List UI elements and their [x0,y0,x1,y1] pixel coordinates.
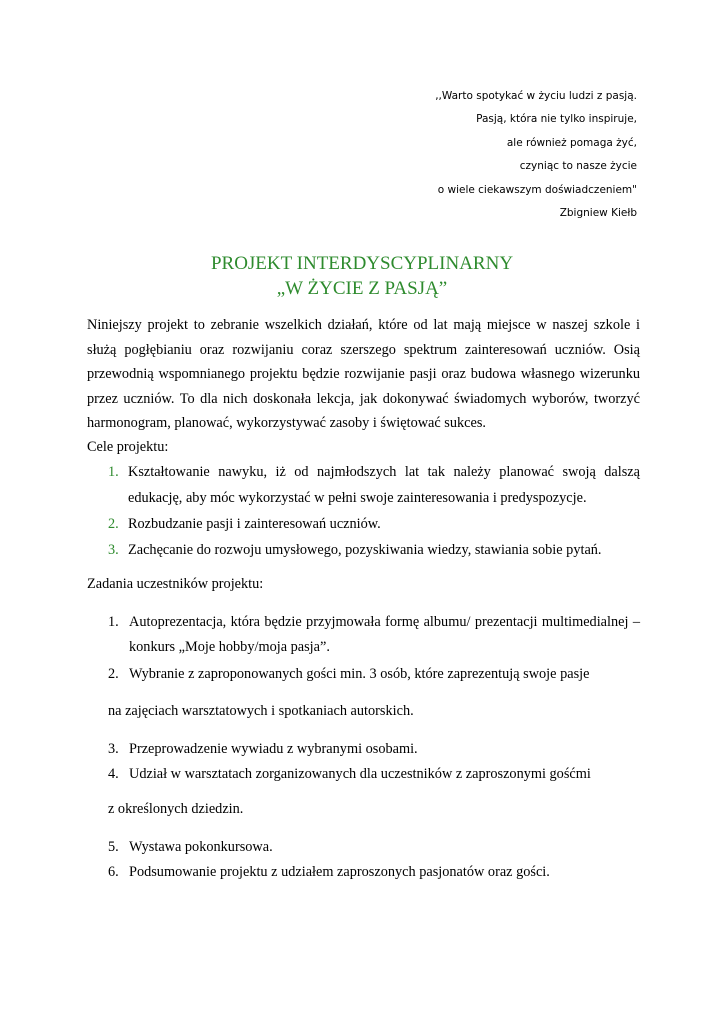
document-title [0,251,724,301]
task-item [108,610,640,660]
task-continuation: z określonych dziedzin. [108,801,244,817]
goals-list [87,459,640,563]
task-number: 4. [108,766,119,782]
task-text: Wybranie z zaproponowanych gości min. 3 osób, które zaprezentują swoje pasje [129,666,590,682]
task-continuation: na zajęciach warsztatowych i spotkaniach autorskich. [108,703,414,719]
epigraph-line: Pasją, która nie tylko inspiruje, [476,113,637,126]
goal-number: 1. [108,464,119,480]
intro-paragraph: Niniejszy projekt to zebranie wszelkich działań, które od lat mają miejsce w naszej szkole i służą pogłębianiu oraz rozwijaniu coraz szerszego spektrum zainteresowań uczniów. Osią przewodnią wspomnianego projektu będzie rozwijanie pasji oraz budowa własnego wizerunku przez uczniów. To dla nich doskonała lekcja, jak dokonywać świadomych wyborów, tworzyć harmonogram, planować, wykorzystywać zasoby i świętować sukces. [87,317,640,432]
goals-heading: Cele projektu: [87,439,169,455]
epigraph-line: czyniąc to nasze życie [519,160,637,173]
task-item [108,835,640,860]
task-number: 2. [108,666,119,682]
epigraph-quote [297,85,637,225]
task-text: Przeprowadzenie wywiadu z wybranymi osobami. [129,741,418,757]
task-number: 1. [108,614,119,630]
task-number: 3. [108,741,119,757]
task-number: 6. [108,864,119,880]
goal-text: Zachęcanie do rozwoju umysłowego, pozyskiwania wiedzy, stawiania sobie pytań. [128,542,602,558]
tasks-heading: Zadania uczestników projektu: [87,576,264,592]
epigraph-line: o wiele ciekawszym doświadczeniem" [437,183,637,196]
epigraph-line: ale również pomaga żyć, [506,136,637,149]
goal-text: Kształtowanie nawyku, iż od najmłodszych lat tak należy planować swoją dalszą edukację, aby móc wykorzystać w pełni swoje zainteresowania i predyspozycje. [128,464,640,506]
task-item [108,662,640,687]
task-text: Udział w warsztatach zorganizowanych dla uczestników z zaproszonymi gośćmi [129,766,591,782]
title-line-1: PROJEKT INTERDYSCYPLINARNY [210,253,514,274]
task-text: Podsumowanie projektu z udziałem zaproszonych pasjonatów oraz gości. [129,864,550,880]
goal-number: 2. [108,516,119,532]
task-text: Wystawa pokonkursowa. [129,839,273,855]
goal-item [87,537,640,563]
goal-item [87,511,640,537]
goal-item [87,459,640,511]
goal-text: Rozbudzanie pasji i zainteresowań uczniów. [128,516,381,532]
task-item [108,737,640,762]
task-item [108,762,640,787]
epigraph-line: ,,Warto spotykać w życiu ludzi z pasją. [435,90,637,102]
epigraph-author: Zbigniew Kiełb [559,207,637,220]
title-line-2: „W ŻYCIE Z PASJĄ” [276,278,448,299]
task-number: 5. [108,839,119,855]
goal-number: 3. [108,542,119,558]
task-text: Autoprezentacja, która będzie przyjmowała formę albumu/ prezentacji multimedialnej – konkurs „Moje hobby/moja pasja”. [129,614,640,655]
task-item [108,860,640,885]
